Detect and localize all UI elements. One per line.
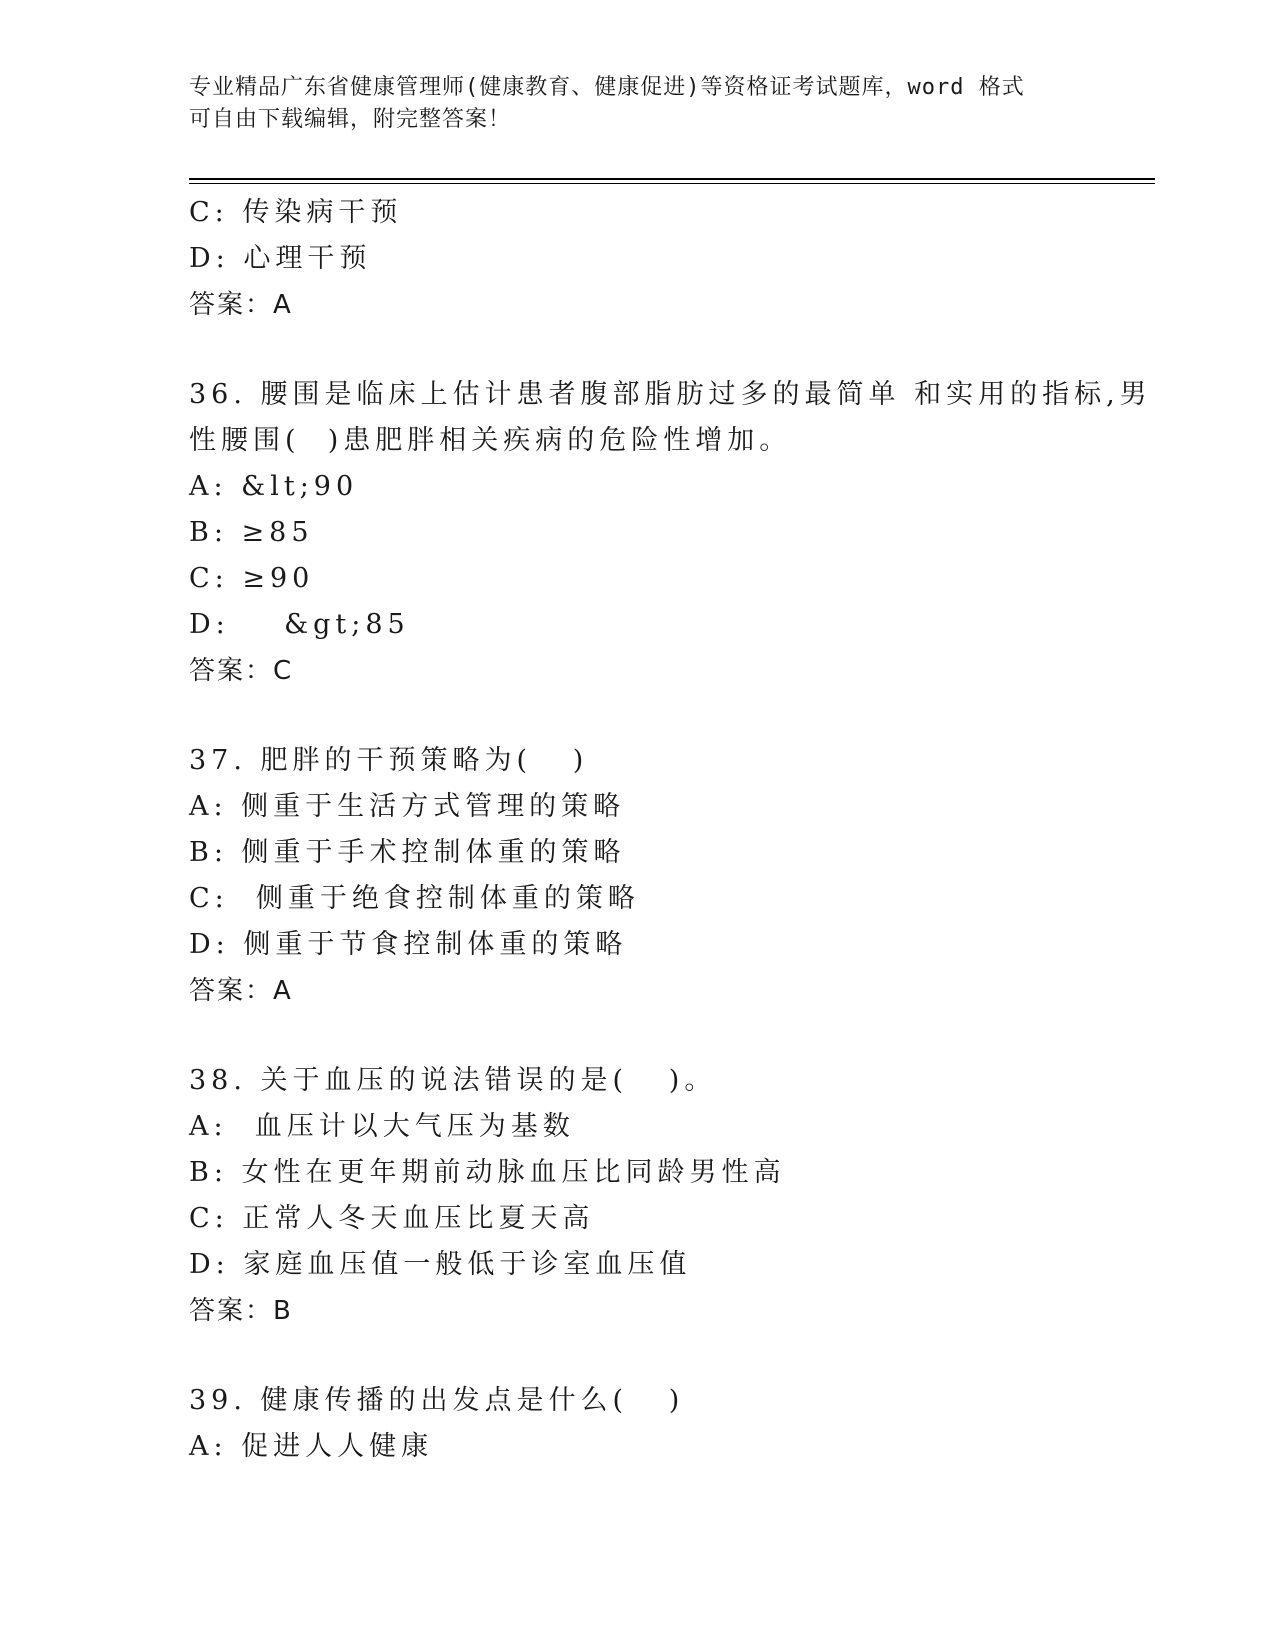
question-stem: 39. 健康传播的出发点是什么( ) bbox=[189, 1385, 685, 1416]
document-header bbox=[189, 72, 1089, 136]
question-stem-cont: 性腰围( )患肥胖相关疾病的危险性增加。 bbox=[189, 425, 792, 456]
question-list bbox=[189, 190, 1152, 1470]
question-39 bbox=[189, 1378, 1089, 1470]
option-c: C: 正常人冬天血压比夏天高 bbox=[189, 1203, 595, 1234]
header-divider-thick bbox=[189, 178, 1155, 180]
option-a: A: 侧重于生活方式管理的策略 bbox=[189, 791, 626, 822]
answer: 答案：C bbox=[189, 656, 294, 686]
question-stem: 37. 肥胖的干预策略为( ) bbox=[189, 745, 589, 776]
answer: 答案：A bbox=[189, 976, 293, 1006]
option-c: C: ≥90 bbox=[189, 563, 315, 594]
option-d: D: &gt;85 bbox=[189, 609, 410, 640]
header-line-1: 专业精品广东省健康管理师(健康教育、健康促进)等资格证考试题库，word 格式 bbox=[189, 75, 1025, 100]
question-37 bbox=[189, 738, 1089, 1014]
answer: 答案：B bbox=[189, 1296, 293, 1326]
option-a: A: 促进人人健康 bbox=[189, 1431, 434, 1462]
option-d: D: 家庭血压值一般低于诊室血压值 bbox=[189, 1249, 692, 1280]
question-prev bbox=[189, 190, 1089, 328]
option-b: B: ≥85 bbox=[189, 517, 314, 548]
header-divider-thin bbox=[189, 183, 1155, 184]
option-a: A: 血压计以大气压为基数 bbox=[189, 1111, 575, 1142]
question-36 bbox=[189, 372, 1152, 694]
question-stem: 38. 关于血压的说法错误的是( )。 bbox=[189, 1065, 717, 1096]
option-c: C: 侧重于绝食控制体重的策略 bbox=[189, 883, 640, 914]
option-b: B: 侧重于手术控制体重的策略 bbox=[189, 837, 626, 868]
option-d: D: 侧重于节食控制体重的策略 bbox=[189, 929, 628, 960]
option-d: D: 心理干预 bbox=[189, 243, 372, 274]
question-stem: 36. 腰围是临床上估计患者腹部脂肪过多的最简单 和实用的指标,男 bbox=[189, 379, 1152, 410]
answer: 答案：A bbox=[189, 290, 293, 320]
question-38 bbox=[189, 1058, 1089, 1334]
header-line-2: 可自由下载编辑，附完整答案！ bbox=[189, 107, 512, 132]
option-b: B: 女性在更年期前动脉血压比同龄男性高 bbox=[189, 1157, 786, 1188]
option-c: C: 传染病干预 bbox=[189, 197, 403, 228]
option-a: A: &lt;90 bbox=[189, 471, 359, 502]
